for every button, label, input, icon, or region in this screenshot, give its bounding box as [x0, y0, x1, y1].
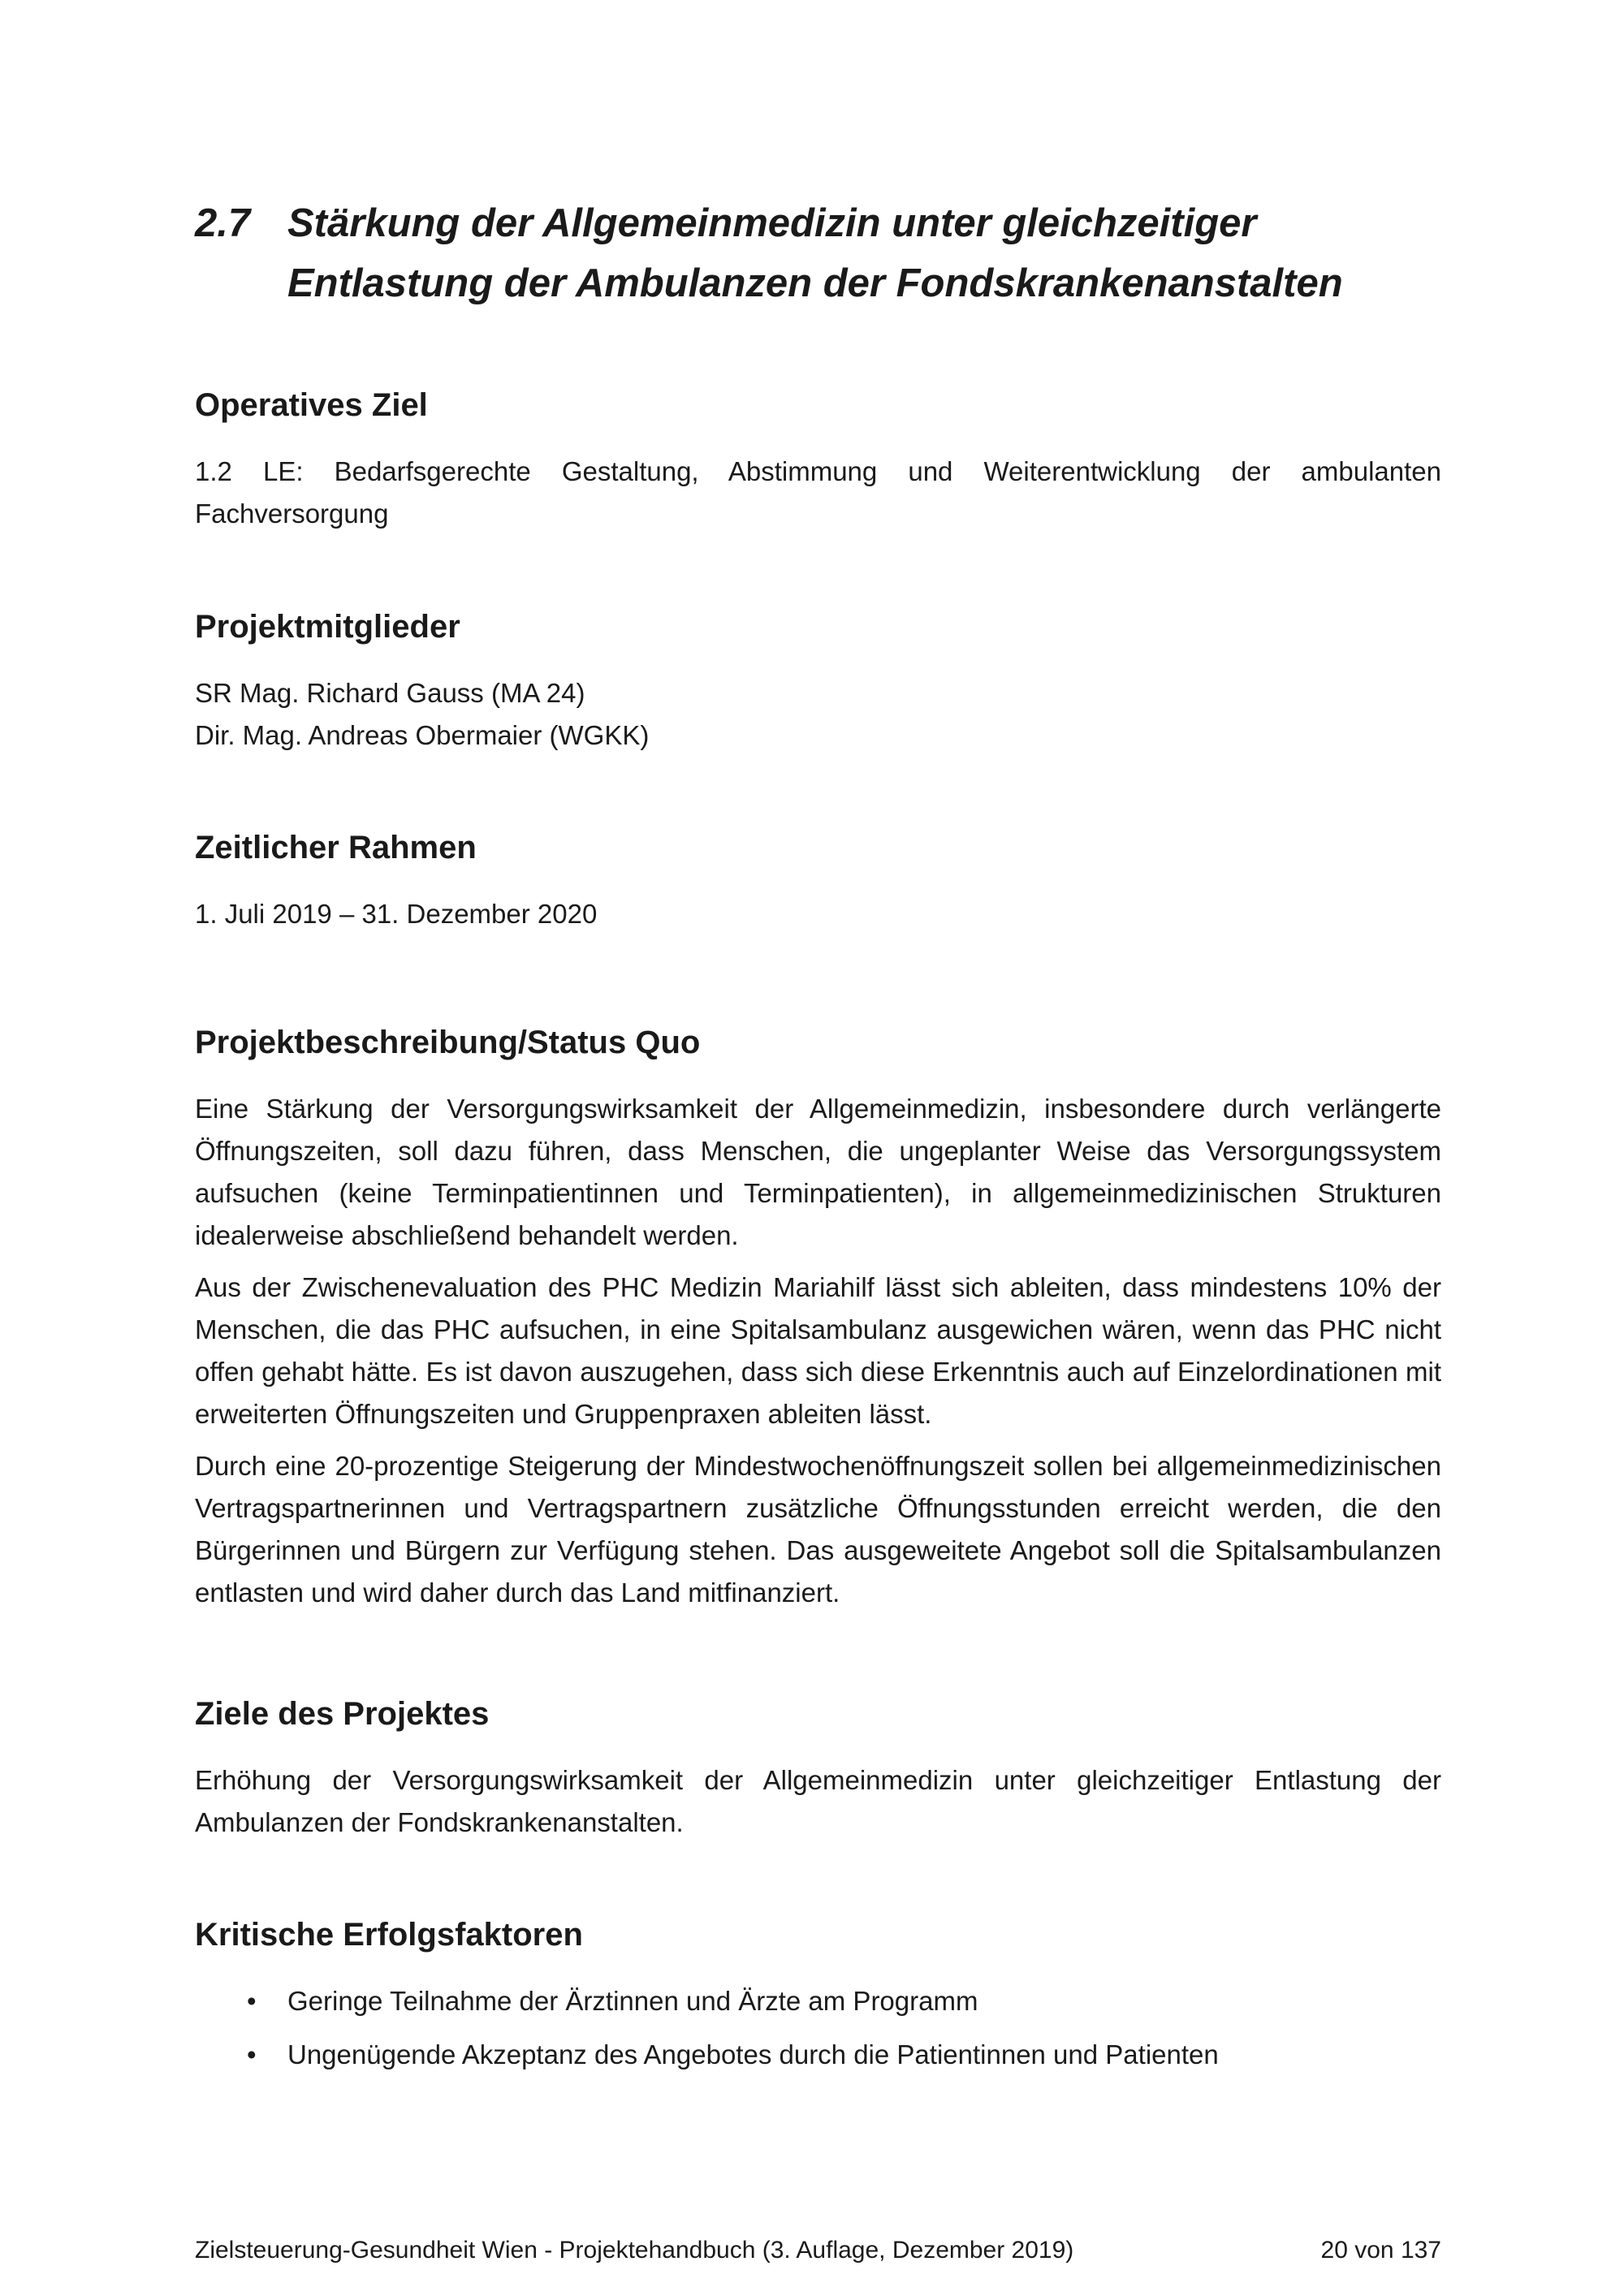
projektmitglieder-section	[195, 606, 1441, 757]
section-title: Stärkung der Allgemeinmedizin unter gleichzeitiger Entlastung der Ambulanzen der Fondskrankenanstalten	[287, 201, 1343, 305]
zeitlicher-rahmen-section	[195, 826, 1441, 935]
list-item	[195, 1980, 1441, 2022]
projektbeschreibung-heading: Projektbeschreibung/Status Quo	[195, 1025, 701, 1060]
operatives-ziel-section	[195, 384, 1441, 535]
section-number: 2.7	[195, 201, 251, 245]
projektmitglieder-heading: Projektmitglieder	[195, 609, 460, 645]
ziele-heading: Ziele des Projektes	[195, 1696, 490, 1732]
member-line: SR Mag. Richard Gauss (MA 24)	[195, 678, 585, 708]
description-paragraph: Eine Stärkung der Versorgungswirksamkeit der Allgemeinmedizin, insbesondere durch verlängerte Öffnungszeiten, soll dazu führen, dass Menschen, die ungeplanter Weise das Versorgungssystem aufsuchen (keine Terminpatientinnen und Terminpatienten), in allgemeinmedizinischen Strukturen idealerweise abschließend behandelt werden.	[195, 1094, 1441, 1250]
page-footer	[195, 2234, 1441, 2267]
zeitlicher-rahmen-text: 1. Juli 2019 – 31. Dezember 2020	[195, 899, 598, 929]
section-heading	[195, 193, 1441, 313]
erfolgsfaktoren-list	[195, 1980, 1441, 2076]
list-item	[195, 2034, 1441, 2076]
member-line: Dir. Mag. Andreas Obermaier (WGKK)	[195, 720, 650, 750]
projektbeschreibung-section	[195, 1021, 1441, 1614]
operatives-ziel-heading: Operatives Ziel	[195, 387, 428, 423]
footer-document-title: Zielsteuerung-Gesundheit Wien - Projektehandbuch (3. Auflage, Dezember 2019)	[195, 2237, 1074, 2264]
description-paragraph: Aus der Zwischenevaluation des PHC Medizin Mariahilf lässt sich ableiten, dass mindestens 10% der Menschen, die das PHC aufsuchen, in eine Spitalsambulanz ausgewichen wären, wenn das PHC nicht offen gehabt hätte. Es ist davon auszugehen, dass sich diese Erkenntnis auch auf Einzelordinationen mit erweiterten Öffnungszeiten und Gruppenpraxen ableiten lässt.	[195, 1272, 1441, 1429]
ziele-text: Erhöhung der Versorgungswirksamkeit der Allgemeinmedizin unter gleichzeitiger Entlastung der Ambulanzen der Fondskrankenanstalten.	[195, 1765, 1441, 1837]
erfolgsfaktoren-section	[195, 1914, 1441, 2087]
bullet-icon: •	[247, 2039, 257, 2069]
description-paragraph: Durch eine 20-prozentige Steigerung der Mindestwochenöffnungszeit sollen bei allgemeinmedizinischen Vertragspartnerinnen und Vertragspartnern zusätzliche Öffnungsstunden erreicht werden, die den Bürgerinnen und Bürgern zur Verfügung stehen. Das ausgeweitete Angebot soll die Spitalsambulanzen entlasten und wird daher durch das Land mitfinanziert.	[195, 1451, 1441, 1608]
ziele-section	[195, 1693, 1441, 1844]
list-item-text: Geringe Teilnahme der Ärztinnen und Ärzte am Programm	[287, 1986, 978, 2016]
page-number: 20 von 137	[1320, 2237, 1441, 2264]
operatives-ziel-text: 1.2 LE: Bedarfsgerechte Gestaltung, Abstimmung und Weiterentwicklung der ambulanten Fachversorgung	[195, 456, 1441, 529]
bullet-icon: •	[247, 1986, 257, 2016]
list-item-text: Ungenügende Akzeptanz des Angebotes durch die Patientinnen und Patienten	[287, 2039, 1219, 2069]
zeitlicher-rahmen-heading: Zeitlicher Rahmen	[195, 830, 477, 865]
erfolgsfaktoren-heading: Kritische Erfolgsfaktoren	[195, 1917, 583, 1953]
